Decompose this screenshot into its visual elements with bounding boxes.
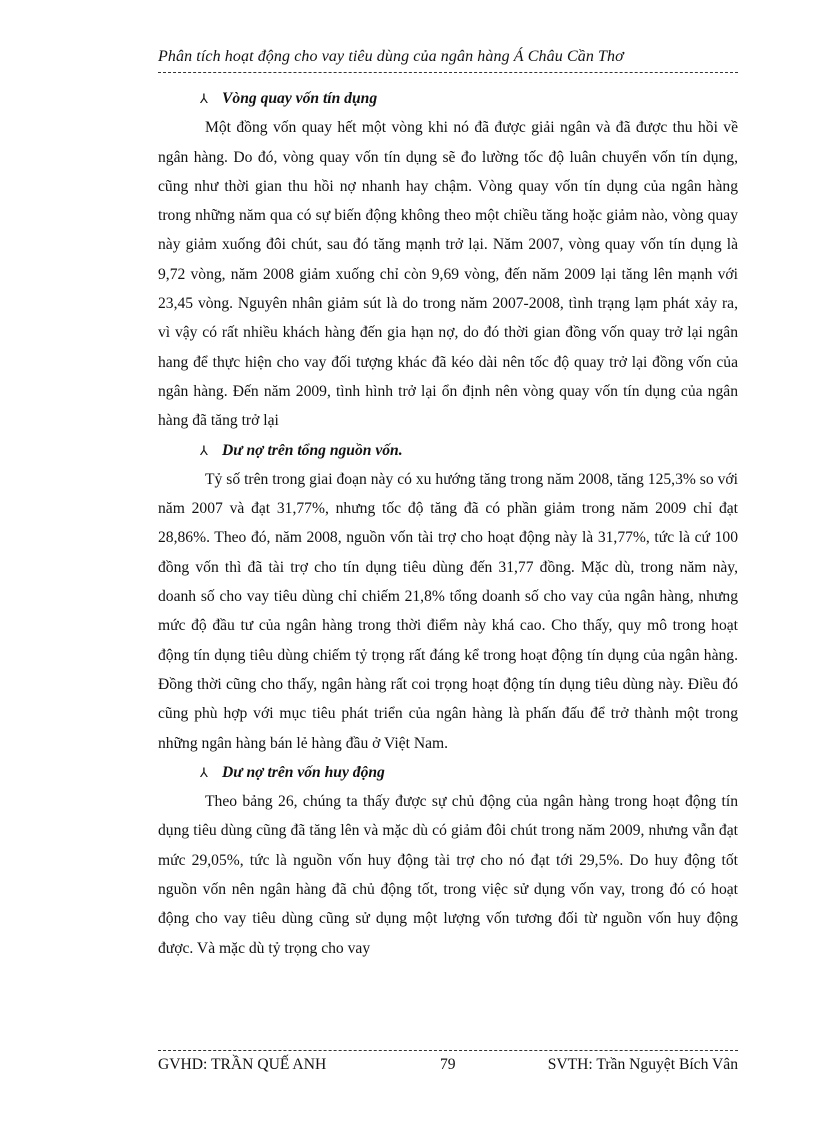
footer-student: SVTH: Trần Nguyệt Bích Vân (547, 1056, 738, 1073)
header-divider (158, 72, 738, 73)
section-heading-text: Vòng quay vốn tín dụng (222, 90, 378, 107)
section-heading-text: Dư nợ trên vốn huy động (222, 763, 385, 781)
triangle-bullet-icon: ⅄ (200, 442, 208, 458)
section-heading-vong-quay (158, 84, 738, 113)
section-heading-du-no-von-huy-dong (158, 758, 738, 787)
section-heading-du-no-tong-nguon-von (158, 436, 738, 465)
footer-advisor: GVHD: TRẦN QUẾ ANH (158, 1056, 327, 1073)
running-header: Phân tích hoạt động cho vay tiêu dùng của ngân hàng Á Châu Cần Thơ (158, 48, 624, 65)
page-body (158, 84, 738, 963)
page-number: 79 (440, 1056, 456, 1073)
section-heading-text: Dư nợ trên tổng nguồn vốn. (222, 441, 403, 459)
paragraph-du-no-von-huy-dong: Theo bảng 26, chúng ta thấy được sự chủ động của ngân hàng trong hoạt động tín dụng tiêu dùng cũng đã tăng lên và mặc dù có giảm đôi chút trong năm 2009, nhưng vẫn đạt mức 29,05%, tức là nguồn vốn huy động tài trợ cho nó đạt tới 29,5%. Do huy động tốt nguồn vốn nên ngân hàng đã chủ động tốt, trong việc sử dụng vốn vay, trong đó có hoạt động cho vay tiêu dùng cũng sử dụng một lượng vốn tương đối từ nguồn vốn huy động được. Và mặc dù tỷ trọng cho vay (158, 793, 738, 957)
paragraph-du-no-tong-nguon-von: Tỷ số trên trong giai đoạn này có xu hướng tăng trong năm 2008, tăng 125,3% so với năm 2007 và đạt 31,77%, nhưng tốc độ tăng đã có phần giảm trong năm 2009 chỉ đạt 28,86%. Theo đó, năm 2008, nguồn vốn tài trợ cho hoạt động này là 31,77%, tức là cứ 100 đồng vốn thì đã tài trợ cho tín dụng tiêu dùng đến 31,77 đồng. Mặc dù, trong năm này, doanh số cho vay tiêu dùng chỉ chiếm 21,8% tổng doanh số cho vay của ngân hàng, nhưng mức độ đầu tư của ngân hàng trong thời điểm này khá cao. Cho thấy, quy mô trong hoạt động tín dụng tiêu dùng chiếm tỷ trọng rất đáng kể trong hoạt động tín dụng của ngân hàng. Đồng thời cũng cho thấy, ngân hàng rất coi trọng hoạt động tín dụng tiêu dùng này. Điều đó cũng phù hợp với mục tiêu phát triển của ngân hàng là phấn đấu để trở thành một trong những ngân hàng bán lẻ hàng đầu ở Việt Nam. (158, 470, 738, 752)
footer-divider (158, 1050, 738, 1051)
triangle-bullet-icon: ⅄ (200, 91, 208, 106)
paragraph-vong-quay: Một đồng vốn quay hết một vòng khi nó đã được giải ngân và đã được thu hồi về ngân hàng. Do đó, vòng quay vốn tín dụng sẽ đo lường tốc độ luân chuyển vốn tín dụng, cũng như thời gian thu hồi nợ nhanh hay chậm. Vòng quay vốn tín dụng của ngân hàng trong những năm qua có sự biến động không theo một chiều tăng hoặc giảm nào, vòng quay này giảm xuống đôi chút, sau đó tăng mạnh trở lại. Năm 2007, vòng quay vốn tín dụng là 9,72 vòng, năm 2008 giảm xuống chỉ còn 9,69 vòng, đến năm 2009 lại tăng lên mạnh với 23,45 vòng. Nguyên nhân giảm sút là do trong năm 2007-2008, tình trạng lạm phát xảy ra, vì vậy có rất nhiều khách hàng đến gia hạn nợ, do đó thời gian đồng vốn quay trở lại ngân hang để thực hiện cho vay đối tượng khác đã kéo dài nên tốc độ quay trở lại đồng vốn của ngân hàng. Đến năm 2009, tình hình trở lại ổn định nên vòng quay vốn tín dụng của ngân hàng đã tăng trở lại (158, 119, 738, 430)
triangle-bullet-icon: ⅄ (200, 764, 208, 780)
page-footer (158, 1056, 738, 1074)
